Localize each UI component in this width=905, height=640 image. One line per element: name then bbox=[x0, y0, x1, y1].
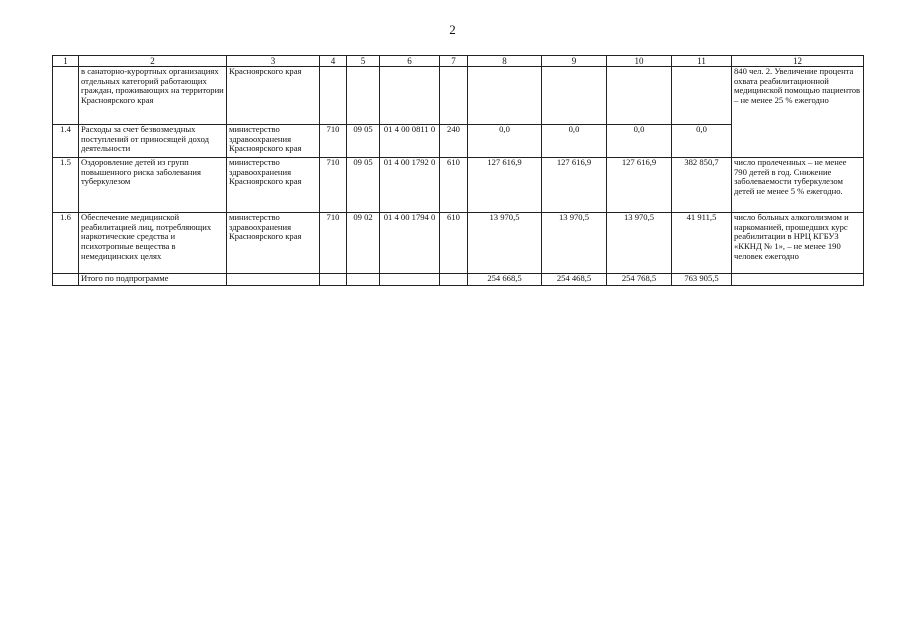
column-header: 6 bbox=[380, 56, 440, 67]
csr-code: 01 4 00 1792 0 bbox=[380, 158, 440, 213]
row-number: 1.6 bbox=[53, 213, 79, 274]
total-empty-cell bbox=[347, 274, 380, 286]
executor: министерство здравоохранения Красноярского края bbox=[227, 213, 320, 274]
amount-year-2: 13 970,5 bbox=[542, 213, 607, 274]
csr-code: 01 4 00 1794 0 bbox=[380, 213, 440, 274]
row-number bbox=[53, 67, 79, 125]
total-empty-cell bbox=[440, 274, 468, 286]
amount-total: 0,0 bbox=[672, 125, 732, 158]
column-header: 10 bbox=[607, 56, 672, 67]
grbs-code bbox=[320, 67, 347, 125]
amount-year-1: 127 616,9 bbox=[468, 158, 542, 213]
column-header: 11 bbox=[672, 56, 732, 67]
column-header: 12 bbox=[732, 56, 864, 67]
amount-total bbox=[672, 67, 732, 125]
csr-code bbox=[380, 67, 440, 125]
executor: министерство здравоохранения Красноярского края bbox=[227, 125, 320, 158]
total-empty-cell bbox=[380, 274, 440, 286]
vr-code: 610 bbox=[440, 213, 468, 274]
grbs-code: 710 bbox=[320, 213, 347, 274]
grbs-code: 710 bbox=[320, 125, 347, 158]
grbs-code: 710 bbox=[320, 158, 347, 213]
total-empty-cell bbox=[227, 274, 320, 286]
column-number-row bbox=[53, 56, 864, 67]
column-header: 3 bbox=[227, 56, 320, 67]
measure-name: Обеспечение медицинской реабилитацией лиц, потребляющих наркотические средства и психотропные вещества в немедицинских целях bbox=[79, 213, 227, 274]
table-row bbox=[53, 67, 864, 125]
total-year-2: 254 468,5 bbox=[542, 274, 607, 286]
total-number-cell bbox=[53, 274, 79, 286]
amount-year-1: 0,0 bbox=[468, 125, 542, 158]
amount-year-3: 13 970,5 bbox=[607, 213, 672, 274]
total-label: Итого по подпрограмме bbox=[79, 274, 227, 286]
rzpr-code: 09 02 bbox=[347, 213, 380, 274]
amount-year-1: 13 970,5 bbox=[468, 213, 542, 274]
expected-result: число больных алкоголизмом и наркоманией, прошедших курс реабилитации в НРЦ КГБУЗ «ККНД № 1», – не менее 190 человек ежегодно bbox=[732, 213, 864, 274]
column-header: 1 bbox=[53, 56, 79, 67]
total-sum: 763 905,5 bbox=[672, 274, 732, 286]
total-empty-cell bbox=[732, 274, 864, 286]
measure-name: Оздоровление детей из групп повышенного риска заболевания туберкулезом bbox=[79, 158, 227, 213]
amount-year-3 bbox=[607, 67, 672, 125]
rzpr-code bbox=[347, 67, 380, 125]
column-header: 4 bbox=[320, 56, 347, 67]
amount-year-3: 0,0 bbox=[607, 125, 672, 158]
row-number: 1.5 bbox=[53, 158, 79, 213]
amount-year-3: 127 616,9 bbox=[607, 158, 672, 213]
column-header: 9 bbox=[542, 56, 607, 67]
rzpr-code: 09 05 bbox=[347, 158, 380, 213]
page-number: 2 bbox=[449, 22, 456, 37]
total-empty-cell bbox=[320, 274, 347, 286]
vr-code: 610 bbox=[440, 158, 468, 213]
executor: министерство здравоохранения Красноярского края bbox=[227, 158, 320, 213]
expected-result: 840 чел. 2. Увеличение процента охвата реабилитационной медицинской помощью пациентов – не менее 25 % ежегодно bbox=[732, 67, 864, 158]
executor: Красноярского края bbox=[227, 67, 320, 125]
program-table bbox=[52, 55, 864, 286]
row-number: 1.4 bbox=[53, 125, 79, 158]
expected-result: число пролеченных – не менее 790 детей в год. Снижение заболеваемости туберкулезом детей не менее 5 % ежегодно. bbox=[732, 158, 864, 213]
amount-year-1 bbox=[468, 67, 542, 125]
table-row bbox=[53, 158, 864, 213]
column-header: 5 bbox=[347, 56, 380, 67]
column-header: 7 bbox=[440, 56, 468, 67]
amount-year-2: 127 616,9 bbox=[542, 158, 607, 213]
measure-name: Расходы за счет безвозмездных поступлений от приносящей доход деятельности bbox=[79, 125, 227, 158]
table-row bbox=[53, 213, 864, 274]
total-year-1: 254 668,5 bbox=[468, 274, 542, 286]
total-row bbox=[53, 274, 864, 286]
amount-year-2: 0,0 bbox=[542, 125, 607, 158]
amount-year-2 bbox=[542, 67, 607, 125]
vr-code bbox=[440, 67, 468, 125]
amount-total: 41 911,5 bbox=[672, 213, 732, 274]
vr-code: 240 bbox=[440, 125, 468, 158]
column-header: 2 bbox=[79, 56, 227, 67]
amount-total: 382 850,7 bbox=[672, 158, 732, 213]
measure-name: в санаторно-курортных организациях отдельных категорий работающих граждан, проживающих на территории Красноярского края bbox=[79, 67, 227, 125]
column-header: 8 bbox=[468, 56, 542, 67]
csr-code: 01 4 00 0811 0 bbox=[380, 125, 440, 158]
rzpr-code: 09 05 bbox=[347, 125, 380, 158]
total-year-3: 254 768,5 bbox=[607, 274, 672, 286]
